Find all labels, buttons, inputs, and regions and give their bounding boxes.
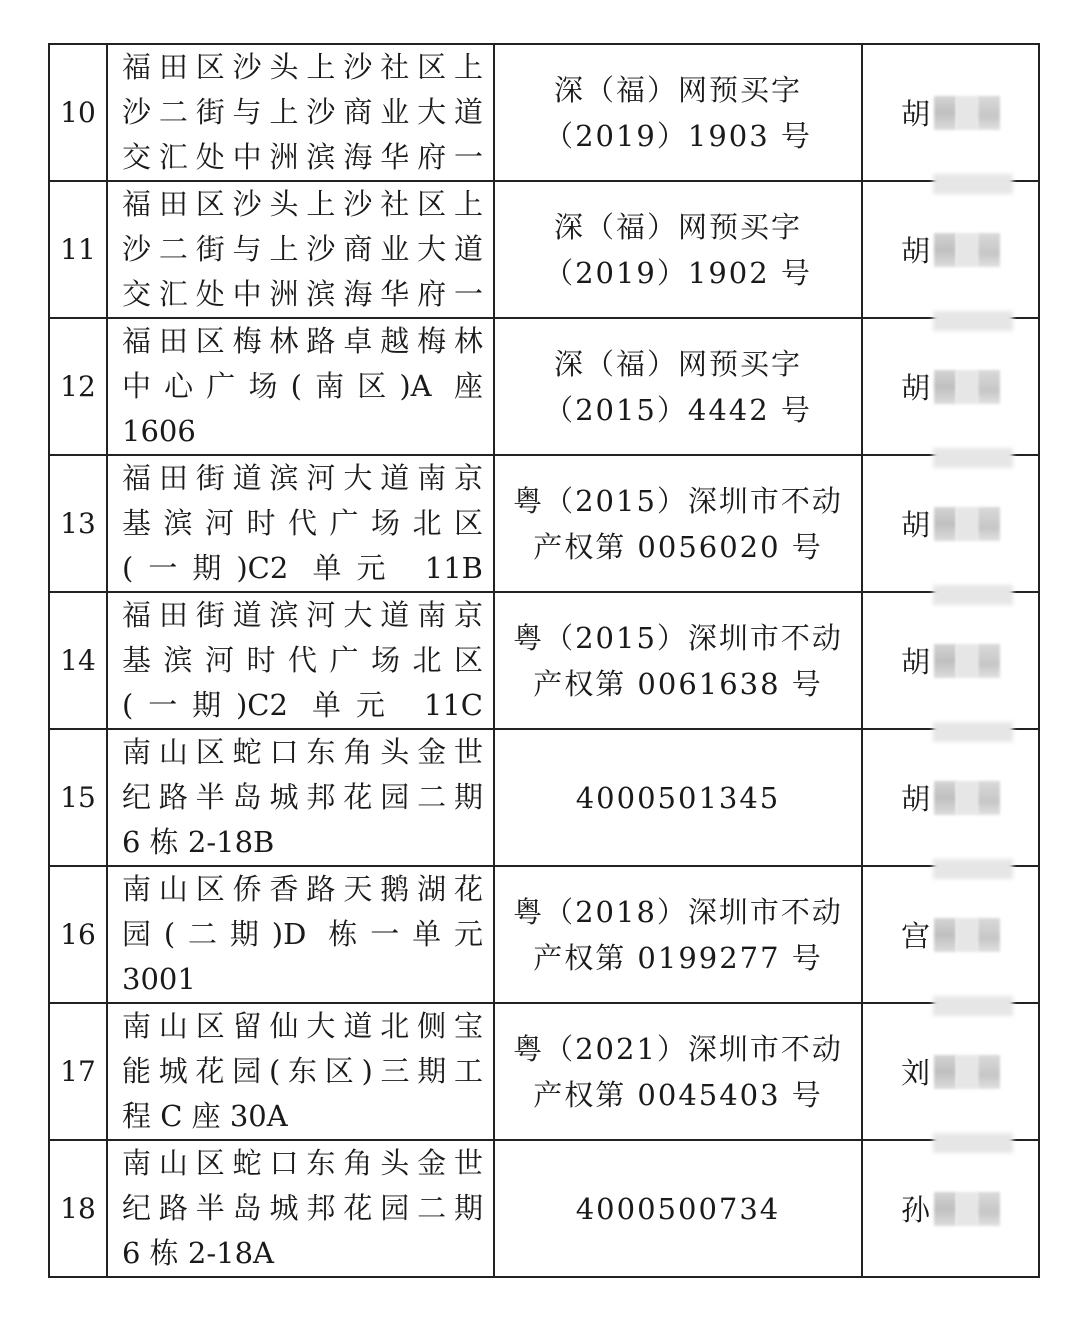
table-row xyxy=(49,592,1039,729)
address-line: 福田区梅林路卓越梅林 xyxy=(122,324,483,358)
address-line: 福田区沙头上沙社区上 xyxy=(122,50,483,84)
redaction-smudge xyxy=(933,174,1013,194)
row-number: 17 xyxy=(49,1003,107,1140)
certificate-line: 粤（2015）深圳市不动 xyxy=(513,620,843,655)
address-line: 交汇处中洲滨海华府一 xyxy=(122,277,483,311)
certificate-cell xyxy=(494,866,862,1003)
table-row xyxy=(49,181,1039,318)
redacted-name-mosaic xyxy=(934,370,1000,404)
certificate-line: （2019）1903 号 xyxy=(544,118,812,153)
owner-surname: 刘 xyxy=(901,1056,931,1090)
table-row xyxy=(49,1003,1039,1140)
property-table xyxy=(48,43,1040,1278)
address-line: 南山区侨香路天鹅湖花 xyxy=(122,872,483,906)
table-row xyxy=(49,729,1039,866)
certificate-cell xyxy=(494,181,862,318)
address-line: 纪路半岛城邦花园二期 xyxy=(122,1191,483,1225)
owner-surname: 宫 xyxy=(901,919,931,953)
redaction-smudge xyxy=(933,448,1013,468)
address-line: 福田街道滨河大道南京 xyxy=(122,598,483,632)
row-number: 16 xyxy=(49,866,107,1003)
address-cell xyxy=(107,866,494,1003)
redacted-name-mosaic xyxy=(934,233,1000,267)
address-line: (一期)C2 单元 11B xyxy=(122,551,483,585)
owner-cell xyxy=(862,866,1039,1003)
certificate-cell xyxy=(494,1140,862,1277)
certificate-line: 粤（2015）深圳市不动 xyxy=(513,483,843,518)
certificate-line: 产权第 0056020 号 xyxy=(533,529,823,564)
address-cell xyxy=(107,592,494,729)
address-cell xyxy=(107,729,494,866)
address-line: 能城花园(东区)三期工 xyxy=(122,1054,483,1088)
address-line: 福田区沙头上沙社区上 xyxy=(122,187,483,221)
redaction-smudge xyxy=(933,585,1013,605)
table-row xyxy=(49,44,1039,181)
address-line: 基滨河时代广场北区 xyxy=(122,506,483,540)
address-cell xyxy=(107,318,494,455)
certificate-line: 深（福）网预买字 xyxy=(553,346,802,381)
owner-surname: 胡 xyxy=(901,782,931,816)
owner-cell xyxy=(862,44,1039,181)
owner-cell xyxy=(862,455,1039,592)
address-line: 沙二街与上沙商业大道 xyxy=(122,95,483,129)
owner-surname: 胡 xyxy=(901,645,931,679)
row-number: 11 xyxy=(49,181,107,318)
redaction-smudge xyxy=(933,859,1013,879)
certificate-line: 深（福）网预买字 xyxy=(553,72,802,107)
redaction-smudge xyxy=(933,1133,1013,1153)
certificate-line: 4000500734 xyxy=(575,1191,781,1226)
owner-name xyxy=(901,366,1000,407)
certificate-line: （2019）1902 号 xyxy=(544,255,812,290)
row-number: 14 xyxy=(49,592,107,729)
address-line: 中心广场(南区)A 座 xyxy=(122,369,483,403)
owner-name xyxy=(901,229,1000,270)
redacted-name-mosaic xyxy=(934,1055,1000,1089)
address-cell xyxy=(107,1003,494,1140)
certificate-cell xyxy=(494,729,862,866)
owner-cell xyxy=(862,1003,1039,1140)
table-row xyxy=(49,318,1039,455)
address-line: 1606 xyxy=(122,414,196,448)
certificate-cell xyxy=(494,1003,862,1140)
owner-name xyxy=(901,503,1000,544)
owner-name xyxy=(901,92,1000,133)
certificate-line: 产权第 0199277 号 xyxy=(533,940,823,975)
address-line: 南山区蛇口东角头金世 xyxy=(122,1146,483,1180)
address-line: 福田街道滨河大道南京 xyxy=(122,461,483,495)
owner-name xyxy=(901,640,1000,681)
address-line: 基滨河时代广场北区 xyxy=(122,643,483,677)
certificate-cell xyxy=(494,592,862,729)
address-line: 纪路半岛城邦花园二期 xyxy=(122,780,483,814)
owner-name xyxy=(901,1051,1000,1092)
table-row xyxy=(49,1140,1039,1277)
address-cell xyxy=(107,1140,494,1277)
redacted-name-mosaic xyxy=(934,507,1000,541)
owner-surname: 胡 xyxy=(901,508,931,542)
certificate-cell xyxy=(494,318,862,455)
owner-name xyxy=(901,777,1000,818)
owner-name xyxy=(901,1188,1000,1229)
owner-name xyxy=(901,914,1000,955)
owner-surname: 胡 xyxy=(901,97,931,131)
owner-cell xyxy=(862,1140,1039,1277)
address-cell xyxy=(107,455,494,592)
table-body xyxy=(49,44,1039,1277)
redacted-name-mosaic xyxy=(934,644,1000,678)
address-line: 6 栋 2-18B xyxy=(122,825,275,859)
owner-cell xyxy=(862,592,1039,729)
redacted-name-mosaic xyxy=(934,918,1000,952)
address-line: 程 C 座 30A xyxy=(122,1099,288,1133)
certificate-line: 4000501345 xyxy=(575,780,781,815)
certificate-line: 深（福）网预买字 xyxy=(553,209,802,244)
redacted-name-mosaic xyxy=(934,1192,1000,1226)
certificate-line: 产权第 0045403 号 xyxy=(533,1077,823,1112)
address-line: 交汇处中洲滨海华府一 xyxy=(122,140,483,174)
redacted-name-mosaic xyxy=(934,96,1000,130)
certificate-line: 粤（2021）深圳市不动 xyxy=(513,1031,843,1066)
address-cell xyxy=(107,44,494,181)
redaction-smudge xyxy=(933,996,1013,1016)
address-line: 3001 xyxy=(122,962,196,996)
redacted-name-mosaic xyxy=(934,781,1000,815)
owner-surname: 胡 xyxy=(901,371,931,405)
certificate-cell xyxy=(494,455,862,592)
owner-surname: 孙 xyxy=(901,1193,931,1227)
certificate-line: （2015）4442 号 xyxy=(544,392,812,427)
row-number: 10 xyxy=(49,44,107,181)
address-line: 6 栋 2-18A xyxy=(122,1236,274,1270)
certificate-line: 产权第 0061638 号 xyxy=(533,666,823,701)
table-row xyxy=(49,866,1039,1003)
address-line: 园(二期)D 栋一单元 xyxy=(122,917,483,951)
table-row xyxy=(49,455,1039,592)
owner-cell xyxy=(862,729,1039,866)
certificate-line: 粤（2018）深圳市不动 xyxy=(513,894,843,929)
row-number: 12 xyxy=(49,318,107,455)
address-line: 南山区蛇口东角头金世 xyxy=(122,735,483,769)
address-cell xyxy=(107,181,494,318)
address-line: 沙二街与上沙商业大道 xyxy=(122,232,483,266)
row-number: 15 xyxy=(49,729,107,866)
address-line: 南山区留仙大道北侧宝 xyxy=(122,1009,483,1043)
redaction-smudge xyxy=(933,311,1013,331)
certificate-cell xyxy=(494,44,862,181)
address-line: (一期)C2 单元 11C xyxy=(122,688,483,722)
owner-surname: 胡 xyxy=(901,234,931,268)
owner-cell xyxy=(862,318,1039,455)
owner-cell xyxy=(862,181,1039,318)
redaction-smudge xyxy=(933,722,1013,742)
row-number: 18 xyxy=(49,1140,107,1277)
row-number: 13 xyxy=(49,455,107,592)
